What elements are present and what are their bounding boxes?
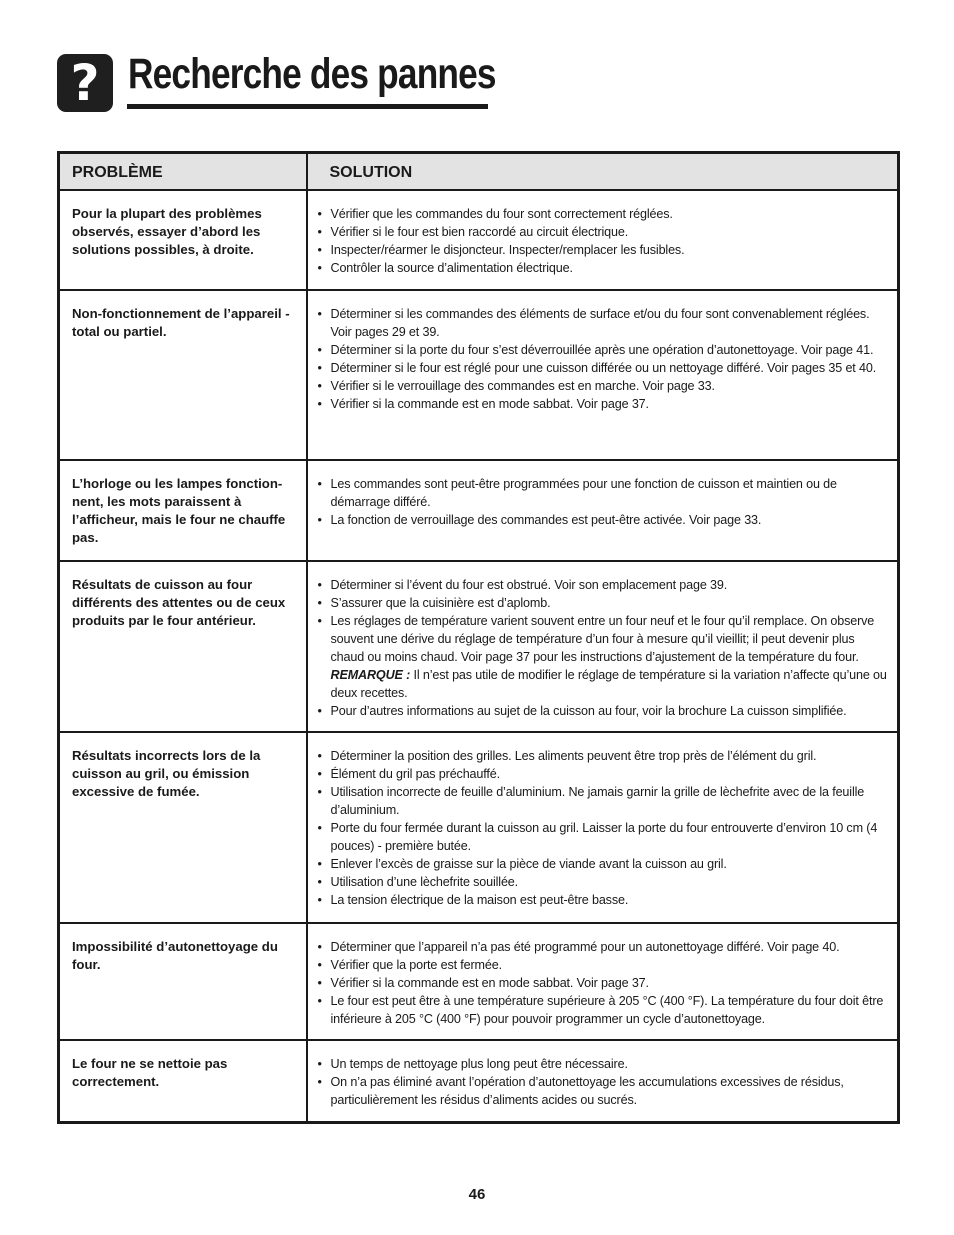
table-row	[59, 460, 899, 561]
solution-item: • Déterminer si les commandes des éléments de surface et/ou du four sont convenablement réglées. Voir pages 29 et 39.	[318, 305, 890, 341]
solution-list	[318, 205, 890, 277]
solution-item: • Pour d’autres informations au sujet de la cuisson au four, voir la brochure La cuisson simplifiée.	[318, 702, 890, 720]
solution-item: • Vérifier si la commande est en mode sabbat. Voir page 37.	[318, 395, 890, 413]
solution-item: • Les commandes sont peut-être programmées pour une fonction de cuisson et maintien ou de démarrage différé.	[318, 475, 890, 511]
solution-item: • S’assurer que la cuisinière est d’aplomb.	[318, 594, 890, 612]
solution-item	[318, 612, 890, 702]
solution-item: • Vérifier que la porte est fermée.	[318, 956, 890, 974]
solution-item: • Vérifier si la commande est en mode sabbat. Voir page 37.	[318, 974, 890, 992]
problem-cell: L’horloge ou les lampes fonction-nent, les mots paraissent à l’afficheur, mais le four ne chauffe pas.	[59, 460, 307, 561]
solution-item: • Contrôler la source d’alimentation électrique.	[318, 259, 890, 277]
solution-item: • Déterminer si l’évent du four est obstrué. Voir son emplacement page 39.	[318, 576, 890, 594]
solution-list	[318, 475, 890, 529]
table-row	[59, 923, 899, 1040]
solution-list	[318, 1055, 890, 1109]
solution-item: • Utilisation d’une lèchefrite souillée.	[318, 873, 890, 891]
solution-item: • Vérifier si le verrouillage des commandes est en marche. Voir page 33.	[318, 377, 890, 395]
problem-cell: Résultats incorrects lors de la cuisson au gril, ou émission excessive de fumée.	[59, 732, 307, 923]
question-mark-glyph: ?	[70, 54, 100, 112]
solution-list	[318, 938, 890, 1028]
question-mark-icon	[57, 54, 113, 112]
page-title: Recherche des pannes	[128, 50, 496, 98]
solution-item: • La fonction de verrouillage des commandes est peut-être activée. Voir page 33.	[318, 511, 890, 529]
solution-item: • Un temps de nettoyage plus long peut être nécessaire.	[318, 1055, 890, 1073]
problem-cell: Résultats de cuisson au four différents des attentes ou de ceux produits par le four antérieur.	[59, 561, 307, 732]
solution-item: • Déterminer la position des grilles. Les aliments peuvent être trop près de l’élément du gril.	[318, 747, 890, 765]
problem-cell: Impossibilité d’autonettoyage du four.	[59, 923, 307, 1040]
solution-list	[318, 576, 890, 720]
remark-text: Il n’est pas utile de modifier le réglage de température si la variation n’affecte qu’une ou deux recettes.	[330, 668, 887, 700]
solution-item: • Déterminer si le four est réglé pour une cuisson différée ou un nettoyage différé. Voir pages 35 et 40.	[318, 359, 890, 377]
solution-item: • La tension électrique de la maison est peut-être basse.	[318, 891, 890, 909]
solution-item: • Élément du gril pas préchauffé.	[318, 765, 890, 783]
table-row	[59, 561, 899, 732]
solution-item-text: Les réglages de température varient souvent entre un four neuf et le four qu’il remplace. On observe souvent une dérive du réglage de température d’un four à mesure qu’il vieillit; il peut devenir plus chaud ou moins chaud. Voir page 37 pour les instructions d’ajustement de la température du four.	[330, 614, 875, 664]
solution-cell	[307, 923, 899, 1040]
table-row	[59, 190, 899, 290]
problem-column-header: PROBLÈME	[59, 153, 307, 191]
solution-item: • Porte du four fermée durant la cuisson au gril. Laisser la porte du four entrouverte d’environ 10 cm (4 pouces) - première butée.	[318, 819, 890, 855]
solution-item: • Enlever l’excès de graisse sur la pièce de viande avant la cuisson au gril.	[318, 855, 890, 873]
troubleshooting-table	[57, 151, 900, 1124]
solution-list	[318, 747, 890, 909]
solution-item: • Inspecter/réarmer le disjoncteur. Inspecter/remplacer les fusibles.	[318, 241, 890, 259]
solution-item: • Déterminer si la porte du four s’est déverrouillée après une opération d’autonettoyage. Voir page 41.	[318, 341, 890, 359]
solution-cell	[307, 190, 899, 290]
solution-cell	[307, 460, 899, 561]
solution-cell	[307, 290, 899, 460]
solution-item: • Déterminer que l’appareil n’a pas été programmé pour un autonettoyage différé. Voir page 40.	[318, 938, 890, 956]
solution-item: • Vérifier si le four est bien raccordé au circuit électrique.	[318, 223, 890, 241]
table-header-row	[59, 153, 899, 191]
solution-item: • Vérifier que les commandes du four sont correctement réglées.	[318, 205, 890, 223]
remark-label: REMARQUE :	[330, 668, 411, 682]
problem-cell: Pour la plupart des problèmes observés, essayer d’abord les solutions possibles, à droite.	[59, 190, 307, 290]
solution-item: • Utilisation incorrecte de feuille d’aluminium. Ne jamais garnir la grille de lèchefrite avec de la feuille d’aluminium.	[318, 783, 890, 819]
solution-item: • Le four est peut être à une température supérieure à 205 °C (400 °F). La température du four doit être inférieure à 205 °C (400 °F) pour pouvoir programmer un cycle d’autonettoyage.	[318, 992, 890, 1028]
table-row	[59, 290, 899, 460]
problem-cell: Non-fonctionnement de l’appareil - total ou partiel.	[59, 290, 307, 460]
solution-cell	[307, 732, 899, 923]
solution-cell	[307, 1040, 899, 1122]
problem-cell: Le four ne se nettoie pas correctement.	[72, 1056, 228, 1089]
title-underline	[127, 104, 488, 109]
table-row	[59, 732, 899, 923]
page-number: 46	[468, 1186, 486, 1203]
solution-list	[318, 305, 890, 413]
table-row	[59, 1040, 899, 1122]
solution-item: • On n’a pas éliminé avant l’opération d’autonettoyage les accumulations excessives de résidus, particulièrement les résidus d’aliments acides ou sucrés.	[318, 1073, 890, 1109]
solution-cell	[307, 561, 899, 732]
solution-column-header: SOLUTION	[307, 153, 899, 191]
